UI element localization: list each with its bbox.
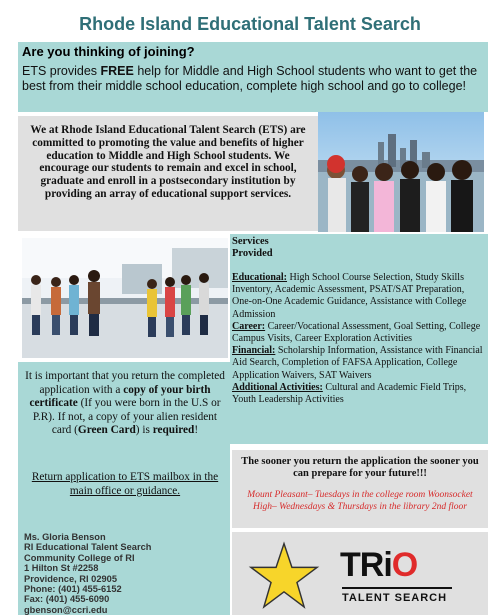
apply-instructions bbox=[24, 370, 226, 438]
service-head: Career: bbox=[232, 320, 266, 332]
reminder-panel bbox=[232, 450, 488, 528]
services-title: Services Provided bbox=[232, 236, 273, 259]
service-financial bbox=[232, 345, 486, 382]
trio-logo-text bbox=[340, 546, 417, 585]
apply-text: It is important that you return the completed application with a bbox=[25, 370, 225, 396]
contact-panel bbox=[18, 532, 230, 615]
apply-green-card: Green Card bbox=[77, 424, 136, 436]
trio-o: O bbox=[391, 546, 418, 584]
apply-required: required bbox=[152, 424, 195, 436]
services-panel bbox=[230, 234, 488, 444]
trio-underline bbox=[342, 587, 452, 589]
reminder-text: The sooner you return the application the sooner you can prepare for your future!!! bbox=[241, 456, 479, 479]
service-text: Career/Vocational Assessment, Goal Setting, College Campus Visits, Career Exploration Activities bbox=[232, 320, 481, 345]
trio-subtitle: TALENT SEARCH bbox=[342, 592, 448, 604]
intro-question: Are you thinking of joining? bbox=[22, 44, 195, 59]
service-career bbox=[232, 321, 486, 345]
star-icon bbox=[248, 540, 320, 612]
service-text: Scholarship Information, Assistance with Financial Aid Search, Completion of FAFSA Application, College Application Waivers, SAT Waivers bbox=[232, 345, 483, 381]
service-text: Cultural and Academic Field Trips, Youth Leadership Activities bbox=[232, 381, 467, 406]
service-additional bbox=[232, 382, 486, 406]
intro-text-prefix: ETS provides bbox=[22, 64, 101, 78]
service-head: Additional Activities: bbox=[232, 381, 323, 393]
apply-panel bbox=[18, 362, 230, 532]
intro-panel bbox=[18, 42, 488, 112]
mission-panel bbox=[18, 116, 318, 231]
contact-info: Ms. Gloria Benson RI Educational Talent Search Community College of RI 1 Hilton St #2258 Providence, RI 02905 Phone: (401) 455-6152 Fax: (401) 455-6090 gbenson@ccri.edu bbox=[24, 532, 152, 615]
services-list bbox=[232, 272, 486, 406]
mission-text: We at Rhode Island Educational Talent Search (ETS) are committed to promoting the value and benefits of higher education to Middle and High School students. We encourage our students to remain and excel in school, graduate and enroll in a postsecondary institution by providing an array of educational support services. bbox=[30, 124, 306, 200]
intro-text bbox=[22, 64, 484, 94]
apply-birth-certificate: copy of your birth certificate bbox=[29, 383, 211, 409]
students-outdoor-photo bbox=[22, 238, 228, 358]
trio-tr: TR bbox=[340, 546, 384, 584]
service-educational bbox=[232, 272, 486, 321]
apply-text-end: ) is bbox=[135, 424, 153, 436]
intro-free: FREE bbox=[100, 64, 134, 78]
apply-text-rest: (If you were born in the U.S or P.R). If not, a copy of your alien resident card ( bbox=[32, 397, 221, 436]
apply-text-final: ! bbox=[194, 424, 199, 436]
service-head: Financial: bbox=[232, 345, 276, 357]
schedule-text: Mount Pleasant– Tuesdays in the college room Woonsocket High– Wednesdays & Thursdays in the library 2nd floor bbox=[247, 490, 473, 512]
trio-logo-panel bbox=[232, 532, 488, 615]
trio-i: i bbox=[383, 546, 392, 584]
service-head: Educational: bbox=[232, 272, 288, 283]
service-text: High School Course Selection, Study Skills Inventory, Academic Assessment, PSAT/SAT Preparation, One-on-One Academic Guidance, Assistance with College Admission bbox=[232, 272, 467, 320]
return-application-text: Return application to ETS mailbox in the main office or guidance. bbox=[31, 471, 219, 497]
intro-text-suffix: help for Middle and High School students who want to get the best from their middle school education, complete high school and go to college! bbox=[22, 64, 478, 93]
students-skyline-photo bbox=[318, 112, 484, 232]
flyer-title: Rhode Island Educational Talent Search bbox=[79, 14, 421, 34]
